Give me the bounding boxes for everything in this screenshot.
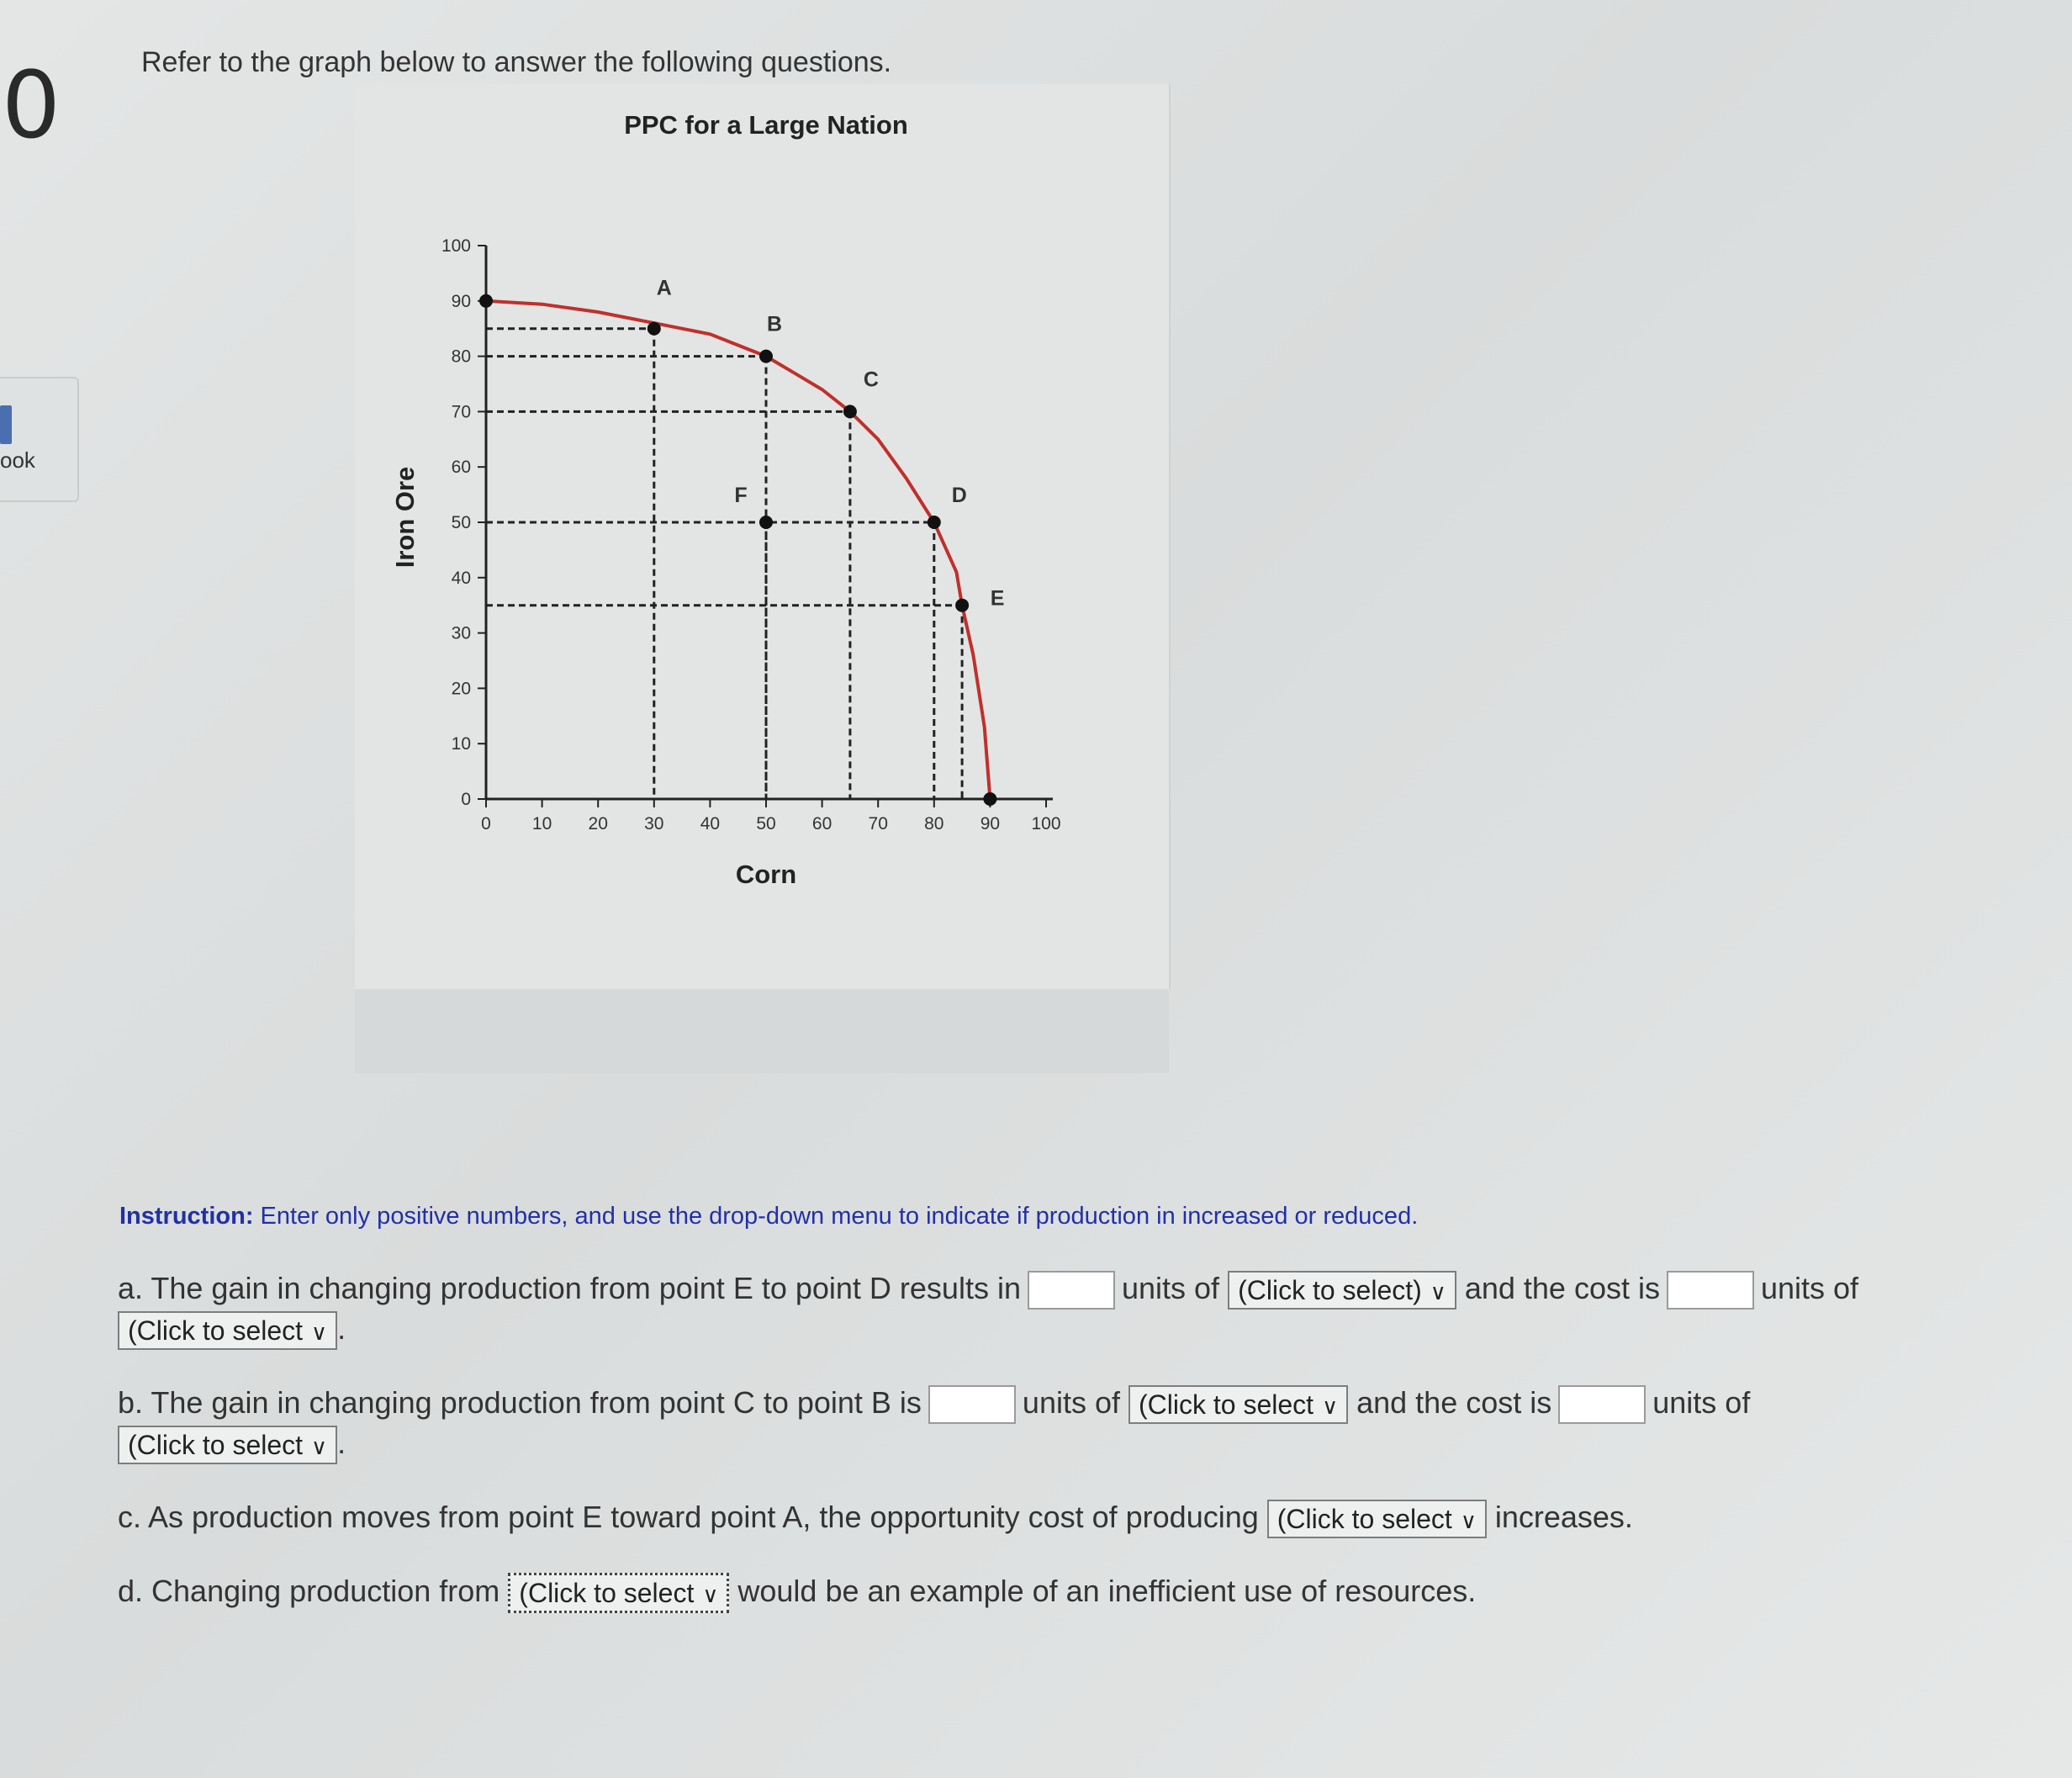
- question-a-units-of-2: units of: [1760, 1271, 1859, 1305]
- point-marker-f: [759, 516, 773, 529]
- question-b-text: b. The gain in changing production from point C to point B is: [118, 1385, 922, 1420]
- x-axis-title: Corn: [735, 860, 797, 889]
- x-tick-label: 50: [756, 814, 776, 833]
- question-prompt: Refer to the graph below to answer the following questions.: [141, 46, 892, 78]
- question-b-end: .: [337, 1426, 346, 1460]
- question-b-cost-dropdown[interactable]: [118, 1426, 337, 1464]
- x-tick-label: 90: [980, 814, 1001, 833]
- ebook-tab[interactable]: [0, 377, 79, 502]
- question-b-cost-input[interactable]: [1558, 1385, 1646, 1424]
- y-tick-label: 70: [451, 402, 471, 422]
- question-a-end: .: [337, 1311, 346, 1346]
- dropdown-label: (Click to select: [1139, 1389, 1314, 1421]
- graph-panel: [355, 84, 1171, 989]
- point-marker-b: [759, 350, 773, 363]
- point-marker-d: [928, 516, 941, 529]
- x-tick-label: 40: [700, 814, 721, 833]
- point-label-c: C: [863, 368, 879, 392]
- y-tick-label: 60: [451, 458, 471, 478]
- point-marker: [479, 294, 493, 308]
- ppc-curve: [486, 301, 990, 799]
- chevron-down-icon: ∨: [1430, 1279, 1446, 1305]
- question-a-line1: [118, 1268, 1858, 1310]
- question-b-cost-text: and the cost is: [1356, 1385, 1552, 1420]
- question-b-line1: [118, 1383, 1750, 1424]
- chevron-down-icon: ∨: [311, 1434, 328, 1460]
- point-label-e: E: [990, 586, 1005, 611]
- chevron-down-icon: ∨: [1322, 1394, 1339, 1420]
- chart-title: PPC for a Large Nation: [624, 110, 908, 140]
- y-tick-label: 10: [451, 734, 471, 754]
- question-a-units-of: units of: [1121, 1271, 1220, 1305]
- question-a-cost-input[interactable]: [1667, 1271, 1754, 1310]
- x-tick-label: 20: [588, 814, 608, 833]
- question-d-end: would be an example of an inefficient use of resources.: [737, 1574, 1477, 1608]
- instruction-text: [119, 1203, 1418, 1230]
- y-tick-label: 100: [441, 236, 471, 256]
- dropdown-label: (Click to select): [1238, 1275, 1422, 1306]
- question-c-dropdown[interactable]: [1267, 1500, 1487, 1538]
- x-tick-label: 10: [531, 814, 552, 833]
- dropdown-label: (Click to select: [128, 1315, 304, 1347]
- question-a-gain-input[interactable]: [1028, 1271, 1115, 1310]
- x-tick-label: 60: [811, 814, 832, 833]
- question-number: 0: [2, 51, 61, 159]
- instruction-body: Enter only positive numbers, and use the drop-down menu to indicate if production in increased or reduced.: [253, 1203, 1419, 1230]
- question-c-end: increases.: [1494, 1500, 1633, 1534]
- question-d-dropdown[interactable]: [508, 1573, 729, 1613]
- point-label-d: D: [951, 484, 967, 507]
- point-marker-e: [955, 599, 969, 612]
- chevron-down-icon: ∨: [1460, 1508, 1477, 1534]
- point-label-b: B: [766, 312, 783, 336]
- point-marker-a: [648, 322, 661, 336]
- dropdown-label: (Click to select: [128, 1430, 304, 1461]
- instruction-prefix: Instruction:: [119, 1203, 254, 1230]
- x-tick-label: 30: [644, 814, 664, 833]
- ppc-chart: [355, 84, 1169, 989]
- question-b-units-of-2: units of: [1652, 1385, 1751, 1420]
- y-tick-label: 50: [451, 513, 471, 532]
- y-tick-label: 40: [451, 568, 471, 588]
- question-a-line2: [118, 1309, 346, 1350]
- x-tick-label: 100: [1031, 814, 1061, 833]
- question-d-line: [118, 1571, 1476, 1613]
- x-tick-label: 70: [868, 814, 888, 833]
- question-a-cost-text: and the cost is: [1464, 1271, 1660, 1305]
- point-marker-c: [843, 405, 857, 418]
- chevron-down-icon: ∨: [702, 1582, 719, 1608]
- x-tick-label: 80: [924, 814, 944, 833]
- question-b-gain-dropdown[interactable]: [1128, 1385, 1348, 1424]
- chevron-down-icon: ∨: [311, 1320, 328, 1346]
- question-b-line2: [118, 1423, 346, 1464]
- point-marker: [983, 792, 996, 806]
- dropdown-label: (Click to select: [519, 1578, 695, 1609]
- question-a-gain-dropdown[interactable]: [1228, 1271, 1456, 1310]
- ebook-tab-label: ook: [0, 447, 35, 473]
- question-b-gain-input[interactable]: [928, 1385, 1016, 1424]
- book-icon: [0, 405, 12, 444]
- question-c-text: c. As production moves from point E toward point A, the opportunity cost of producing: [118, 1500, 1259, 1534]
- y-tick-label: 20: [451, 679, 471, 699]
- question-c-line: [118, 1497, 1633, 1538]
- question-d-text: d. Changing production from: [118, 1574, 500, 1608]
- dropdown-label: (Click to select: [1276, 1504, 1452, 1535]
- y-tick-label: 90: [451, 291, 471, 311]
- question-b-units-of: units of: [1022, 1385, 1120, 1420]
- y-tick-label: 30: [451, 623, 471, 643]
- point-label-f: F: [734, 484, 748, 507]
- y-axis-title: Iron Ore: [390, 466, 420, 569]
- y-tick-label: 0: [461, 790, 471, 809]
- point-label-a: A: [656, 276, 672, 300]
- y-tick-label: 80: [451, 347, 471, 367]
- question-a-text: a. The gain in changing production from point E to point D results in: [118, 1271, 1021, 1305]
- question-a-cost-dropdown[interactable]: [118, 1311, 337, 1350]
- graph-panel-footer: [355, 989, 1169, 1073]
- x-tick-label: 0: [481, 814, 491, 833]
